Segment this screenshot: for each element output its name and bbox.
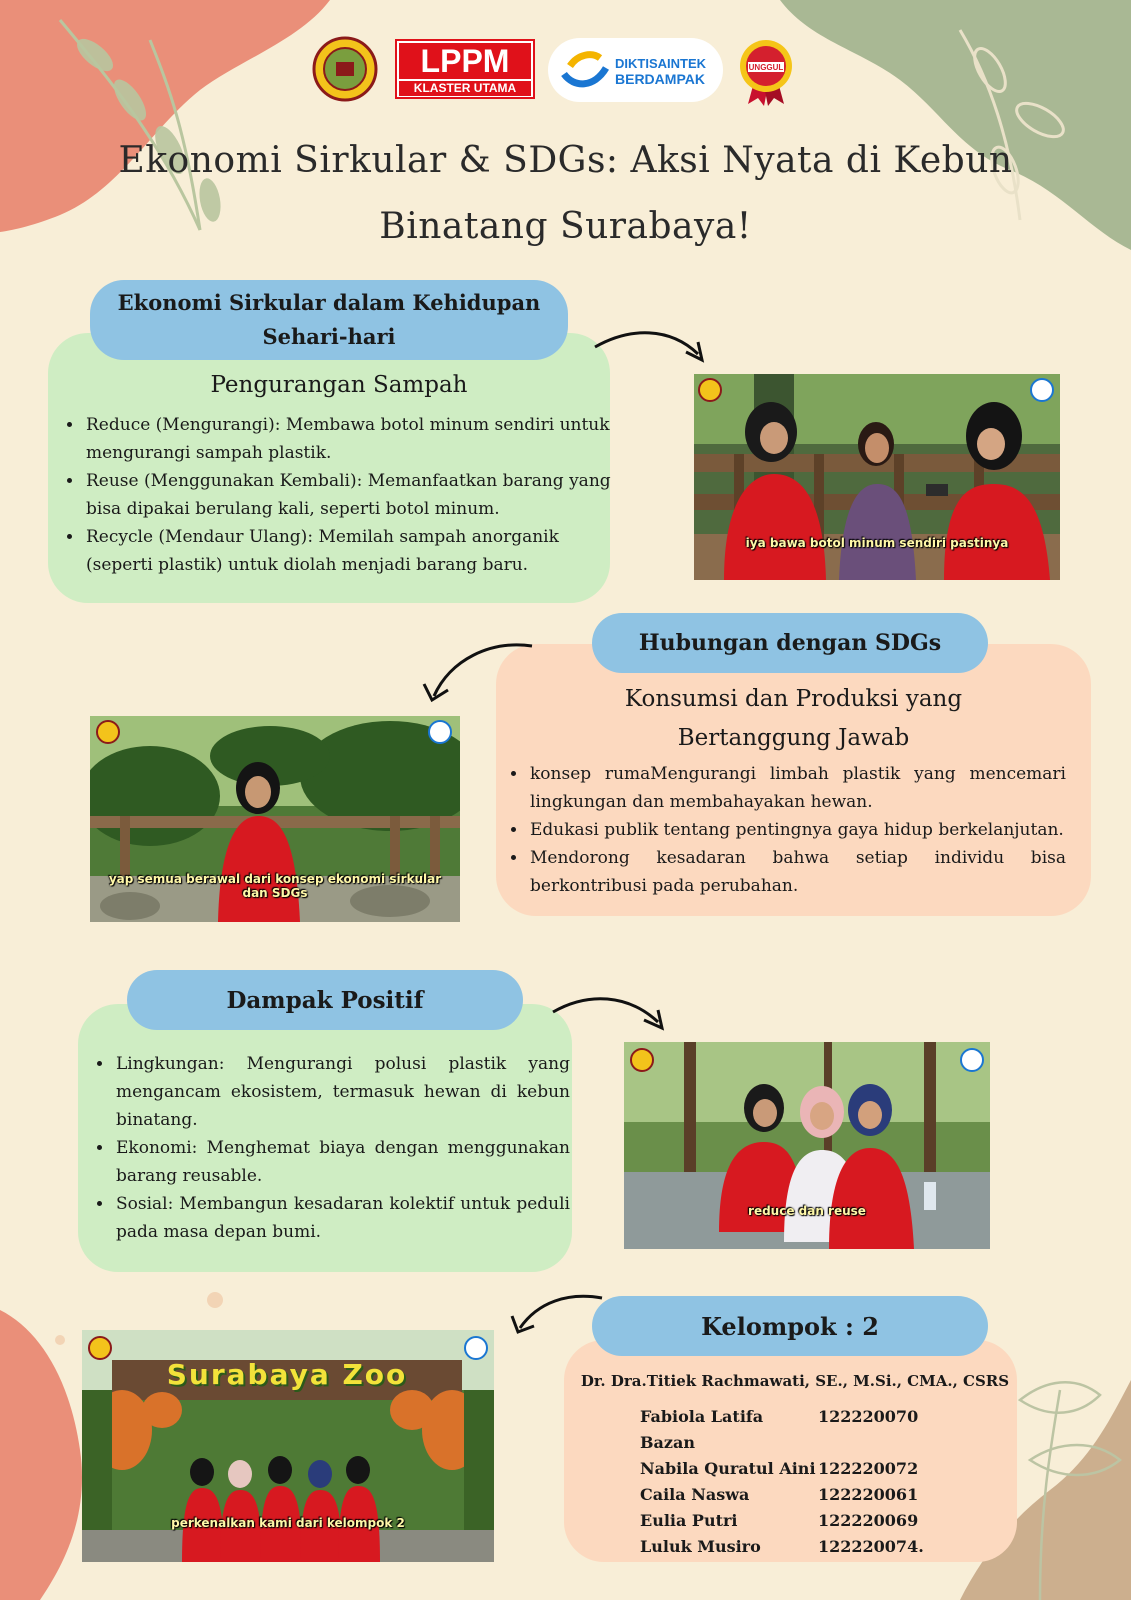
- arrow-right-down-icon: [548, 990, 678, 1040]
- diktisaintek-logo-text: DIKTISAINTEK: [615, 56, 706, 71]
- responsible-consumption-title-line2: Bertanggung Jawab: [677, 725, 910, 751]
- page-title: [0, 128, 1131, 260]
- photo-surabaya-zoo-group: [82, 1330, 494, 1562]
- photo-reduce-reuse: [624, 1042, 990, 1249]
- list-item: • Recycle (Mendaur Ulang): Memilah sampah anorganik (seperti plastik) untuk diolah menjadi barang baru.: [84, 523, 614, 579]
- member-row: [640, 1482, 924, 1508]
- page-title-line1: Ekonomi Sirkular & SDGs: Aksi Nyata di Kebun: [118, 140, 1013, 181]
- section-sdgs-heading: Hubungan dengan SDGs: [592, 613, 988, 673]
- svg-text:UNGGUL: UNGGUL: [748, 63, 784, 72]
- arrow-right-down-icon: [590, 322, 720, 372]
- responsible-consumption-title: [496, 680, 1091, 758]
- section-circular-economy-heading: [90, 280, 568, 360]
- member-id: 122220061: [818, 1485, 919, 1504]
- diktisaintek-logo: [548, 38, 723, 102]
- section-group-heading: Kelompok : 2: [592, 1296, 988, 1356]
- member-row: [640, 1404, 924, 1456]
- responsible-consumption-title-line1: Konsumsi dan Produksi yang: [624, 686, 963, 712]
- logo-bar: [0, 36, 1131, 106]
- advisor-name: Dr. Dra.Titiek Rachmawati, SE., M.Si., CMA., CSRS: [580, 1372, 1010, 1390]
- member-name: Caila Naswa: [640, 1485, 750, 1504]
- photo-caption-line1: yap semua berawal dari konsep ekonomi sirkular: [108, 872, 442, 886]
- photo-caption: [90, 872, 460, 900]
- diktisaintek-emblem-icon: [556, 44, 612, 96]
- photo-caption: perkenalkan kami dari kelompok 2: [171, 1516, 405, 1530]
- list-item: • Sosial: Membangun kesadaran kolektif untuk peduli pada masa depan bumi.: [114, 1190, 570, 1246]
- list-item: • Reduce (Mengurangi): Membawa botol minum sendiri untuk mengurangi sampah plastik.: [84, 411, 614, 467]
- lppm-logo: [395, 39, 535, 99]
- section-positive-impact-heading: Dampak Positif: [127, 970, 523, 1030]
- list-item: • Lingkungan: Mengurangi polusi plastik yang mengancam ekosistem, termasuk hewan di kebun binatang.: [114, 1050, 570, 1134]
- waste-reduction-list: [66, 411, 614, 579]
- lppm-logo-text: LPPM: [399, 43, 531, 79]
- list-item: • Mendorong kesadaran bahwa setiap individu bisa berkontribusi pada perubahan.: [528, 844, 1066, 900]
- member-id: 122220072: [818, 1459, 919, 1478]
- list-item: • konsep rumaMengurangi limbah plastik yang mencemari lingkungan dan membahayakan hewan.: [528, 760, 1066, 816]
- university-seal-icon: [312, 36, 378, 102]
- member-name: Luluk Musiro: [640, 1537, 761, 1556]
- arrow-left-down-icon: [420, 640, 540, 704]
- member-name: Nabila Quratul Aini: [640, 1459, 816, 1478]
- member-row: [640, 1456, 924, 1482]
- list-item: • Reuse (Menggunakan Kembali): Memanfaatkan barang yang bisa dipakai berulang kali, seperti botol minum.: [84, 467, 614, 523]
- list-item: • Edukasi publik tentang pentingnya gaya hidup berkelanjutan.: [528, 816, 1066, 844]
- photo-caption: iya bawa botol minum sendiri pastinya: [745, 536, 1009, 550]
- photo-caption-line2: dan SDGs: [242, 886, 308, 900]
- member-row: [640, 1508, 924, 1534]
- lppm-logo-subtext: KLASTER UTAMA: [399, 81, 531, 96]
- member-id: 122220074.: [818, 1537, 924, 1556]
- section-circular-economy-heading-line2: Sehari-hari: [262, 324, 396, 349]
- waste-reduction-title: Pengurangan Sampah: [210, 372, 468, 398]
- positive-impact-list: [96, 1050, 570, 1246]
- diktisaintek-logo-subtext: BERDAMPAK: [615, 71, 705, 87]
- member-id: 122220069: [818, 1511, 919, 1530]
- photo-caption: reduce dan reuse: [748, 1204, 866, 1218]
- member-row: [640, 1534, 924, 1560]
- member-name: Eulia Putri: [640, 1511, 738, 1530]
- zoo-sign: Surabaya Zoo: [166, 1358, 408, 1391]
- member-id: 122220070: [818, 1407, 919, 1426]
- arrow-left-down-icon: [508, 1292, 608, 1342]
- sdgs-list: [510, 760, 1066, 900]
- section-circular-economy-heading-line1: Ekonomi Sirkular dalam Kehidupan: [117, 290, 541, 315]
- photo-interview-bottle: [694, 374, 1060, 580]
- members-list: [640, 1404, 924, 1560]
- unggul-badge-icon: [738, 38, 794, 106]
- member-name: Fabiola Latifa Bazan: [640, 1407, 764, 1452]
- list-item: • Ekonomi: Menghemat biaya dengan menggunakan barang reusable.: [114, 1134, 570, 1190]
- page-title-line2: Binatang Surabaya!: [379, 206, 752, 247]
- photo-garden-speaker: [90, 716, 460, 922]
